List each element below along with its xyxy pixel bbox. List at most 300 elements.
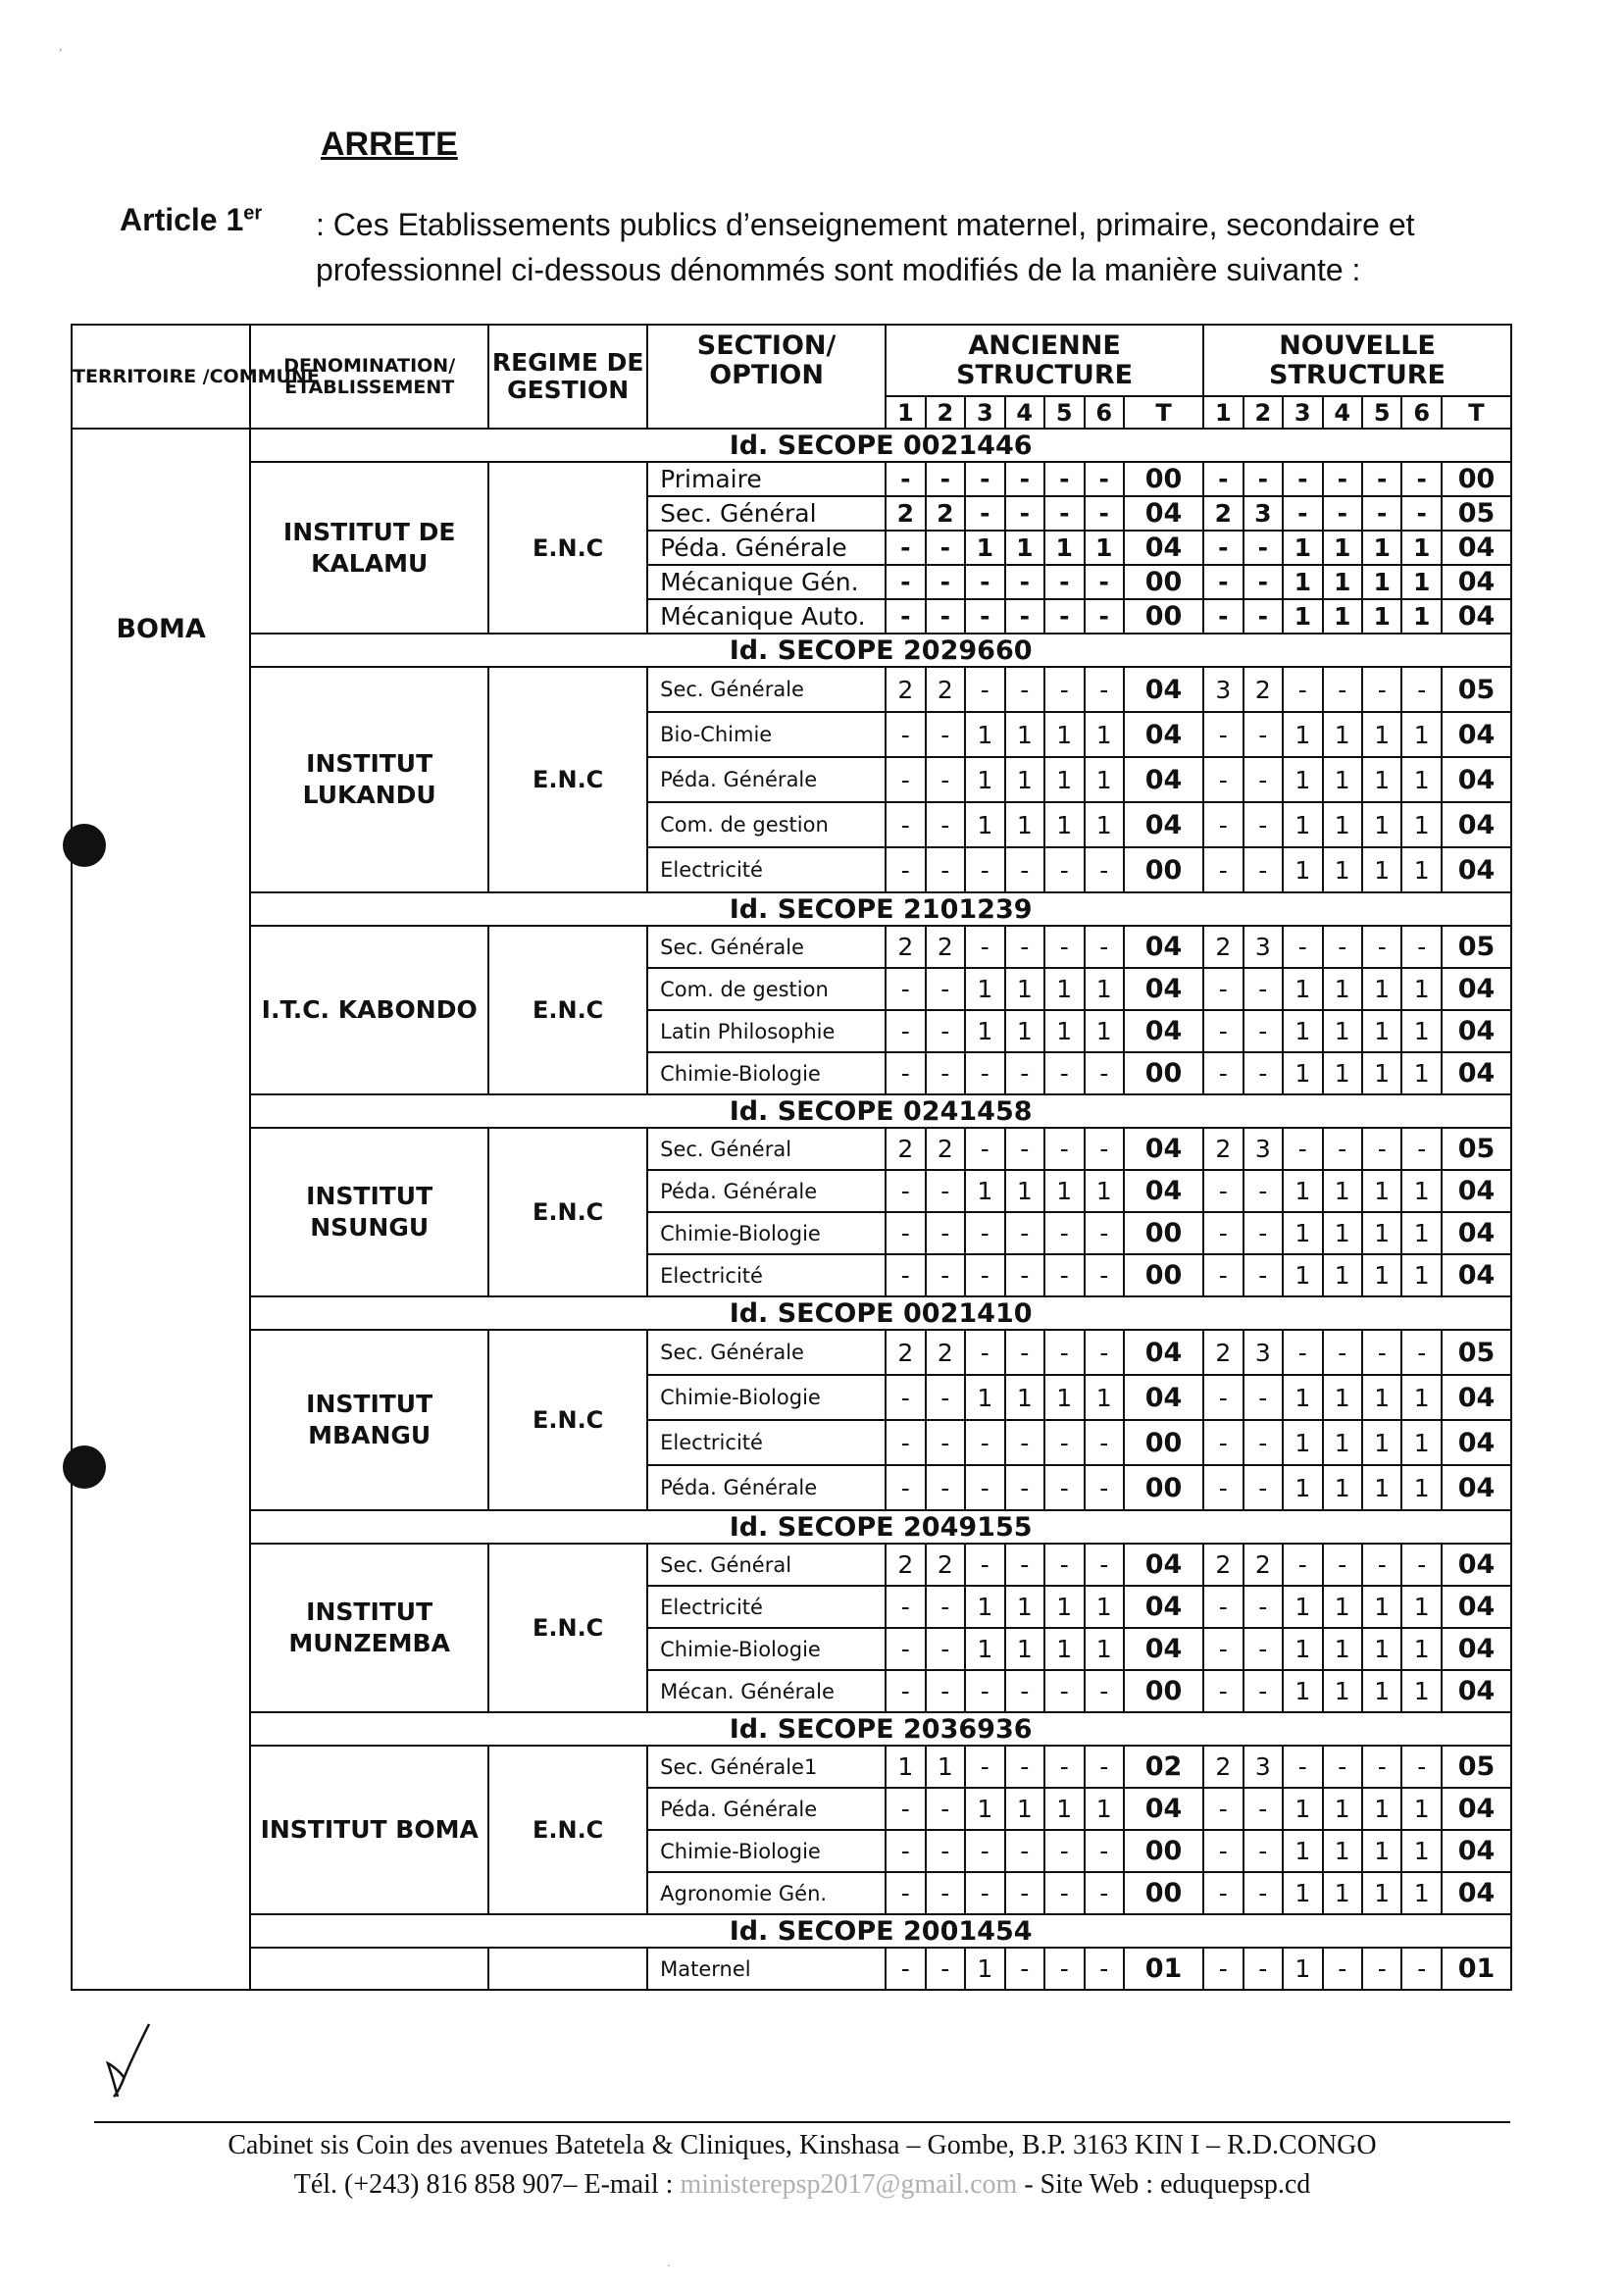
secope-id: Id. SECOPE 2101239 — [250, 892, 1511, 926]
nouvelle-year-3: 1 — [1283, 531, 1322, 565]
nouvelle-year-4: 1 — [1323, 1420, 1362, 1465]
header-col-new-4: 4 — [1323, 396, 1362, 429]
nouvelle-year-1: 2 — [1203, 1330, 1243, 1375]
nouvelle-year-4: 1 — [1323, 1586, 1362, 1628]
nouvelle-year-2: 3 — [1243, 1330, 1283, 1375]
ancienne-year-3: - — [965, 1052, 1004, 1094]
ancienne-year-3: - — [965, 496, 1004, 531]
nouvelle-year-5: 1 — [1362, 1586, 1401, 1628]
nouvelle-year-4: - — [1323, 667, 1362, 712]
footer-divider — [94, 2121, 1510, 2123]
ancienne-year-4: - — [1005, 1670, 1044, 1712]
footer-contact — [94, 2169, 1510, 2201]
ancienne-year-1: - — [886, 1670, 925, 1712]
header-nouvelle: NOUVELLE STRUCTURE — [1203, 325, 1511, 396]
nouvelle-total: 04 — [1442, 1010, 1511, 1052]
table-row — [72, 1948, 1511, 1990]
ancienne-year-6: - — [1085, 496, 1124, 531]
ancienne-year-6: - — [1085, 1830, 1124, 1872]
ancienne-year-2: - — [926, 1010, 965, 1052]
regime-gestion: E.N.C — [488, 1128, 647, 1296]
header-col-old-5: 5 — [1044, 396, 1084, 429]
nouvelle-year-6: 1 — [1401, 1628, 1441, 1670]
nouvelle-year-5: 1 — [1362, 1420, 1401, 1465]
section-option: Mécanique Auto. — [647, 599, 886, 634]
ancienne-year-5: 1 — [1044, 531, 1084, 565]
ancienne-year-1: - — [886, 802, 925, 847]
header-col-new-6: 6 — [1401, 396, 1441, 429]
ancienne-year-6: 1 — [1085, 1586, 1124, 1628]
nouvelle-year-1: - — [1203, 1375, 1243, 1420]
nouvelle-year-6: - — [1401, 1128, 1441, 1170]
nouvelle-year-6: 1 — [1401, 531, 1441, 565]
ancienne-year-2: - — [926, 462, 965, 496]
ancienne-year-5: - — [1044, 847, 1084, 892]
ancienne-year-3: 1 — [965, 1788, 1004, 1830]
nouvelle-year-1: - — [1203, 1254, 1243, 1296]
footer-email: ministerepsp2017@gmail.com — [680, 2169, 1018, 2200]
nouvelle-year-5: 1 — [1362, 1010, 1401, 1052]
ancienne-year-3: - — [965, 565, 1004, 599]
ancienne-year-4: - — [1005, 599, 1044, 634]
ancienne-total: 02 — [1124, 1746, 1203, 1788]
ancienne-year-6: - — [1085, 1670, 1124, 1712]
nouvelle-year-6: 1 — [1401, 1375, 1441, 1420]
ancienne-year-3: 1 — [965, 1010, 1004, 1052]
ancienne-total: 04 — [1124, 712, 1203, 757]
table-row — [72, 667, 1511, 712]
nouvelle-year-3: 1 — [1283, 1670, 1322, 1712]
nouvelle-year-3: 1 — [1283, 1420, 1322, 1465]
section-option: Sec. Générale — [647, 1330, 886, 1375]
nouvelle-year-2: - — [1243, 1586, 1283, 1628]
nouvelle-year-4: 1 — [1323, 1670, 1362, 1712]
establishment-name: I.T.C. KABONDO — [250, 926, 488, 1094]
nouvelle-year-3: 1 — [1283, 968, 1322, 1010]
nouvelle-year-4: 1 — [1323, 1010, 1362, 1052]
nouvelle-year-5: - — [1362, 1948, 1401, 1990]
nouvelle-year-5: 1 — [1362, 1872, 1401, 1914]
ancienne-year-2: - — [926, 531, 965, 565]
regime-gestion: E.N.C — [488, 1330, 647, 1510]
nouvelle-year-2: 3 — [1243, 1746, 1283, 1788]
nouvelle-year-3: 1 — [1283, 1212, 1322, 1254]
ancienne-year-2: - — [926, 1375, 965, 1420]
nouvelle-total: 04 — [1442, 1170, 1511, 1212]
ancienne-year-3: - — [965, 1212, 1004, 1254]
nouvelle-year-5: 1 — [1362, 1375, 1401, 1420]
nouvelle-year-6: 1 — [1401, 1254, 1441, 1296]
nouvelle-year-3: - — [1283, 1330, 1322, 1375]
ancienne-year-6: - — [1085, 1872, 1124, 1914]
ancienne-year-4: - — [1005, 847, 1044, 892]
section-option: Chimie-Biologie — [647, 1628, 886, 1670]
nouvelle-year-5: 1 — [1362, 802, 1401, 847]
nouvelle-year-2: 2 — [1243, 667, 1283, 712]
ancienne-year-5: 1 — [1044, 1628, 1084, 1670]
nouvelle-year-5: 1 — [1362, 1052, 1401, 1094]
ancienne-year-2: - — [926, 565, 965, 599]
nouvelle-year-5: - — [1362, 667, 1401, 712]
ancienne-year-1: - — [886, 1586, 925, 1628]
header-ancienne: ANCIENNE STRUCTURE — [886, 325, 1203, 396]
section-option: Mécanique Gén. — [647, 565, 886, 599]
ancienne-year-1: - — [886, 1420, 925, 1465]
ancienne-year-3: 1 — [965, 1586, 1004, 1628]
section-option: Com. de gestion — [647, 802, 886, 847]
establishment-name: INSTITUT MBANGU — [250, 1330, 488, 1510]
ancienne-year-6: 1 — [1085, 1628, 1124, 1670]
ancienne-year-5: - — [1044, 1746, 1084, 1788]
nouvelle-year-3: - — [1283, 496, 1322, 531]
section-option: Bio-Chimie — [647, 712, 886, 757]
header-col-old-6: 6 — [1085, 396, 1124, 429]
ancienne-year-4: 1 — [1005, 1586, 1044, 1628]
ancienne-year-2: - — [926, 802, 965, 847]
nouvelle-year-3: 1 — [1283, 565, 1322, 599]
ancienne-year-6: - — [1085, 926, 1124, 968]
nouvelle-year-1: - — [1203, 1052, 1243, 1094]
nouvelle-year-4: - — [1323, 1948, 1362, 1990]
ancienne-year-3: 1 — [965, 1948, 1004, 1990]
table-row — [72, 462, 1511, 496]
section-option: Com. de gestion — [647, 968, 886, 1010]
nouvelle-year-1: - — [1203, 1420, 1243, 1465]
nouvelle-year-4: 1 — [1323, 1170, 1362, 1212]
section-option: Péda. Générale — [647, 1170, 886, 1212]
ancienne-year-4: 1 — [1005, 531, 1044, 565]
ancienne-year-3: - — [965, 1128, 1004, 1170]
secope-id: Id. SECOPE 2029660 — [250, 634, 1511, 667]
ancienne-total: 04 — [1124, 968, 1203, 1010]
nouvelle-year-3: 1 — [1283, 1375, 1322, 1420]
ancienne-total: 04 — [1124, 802, 1203, 847]
secope-id: Id. SECOPE 0241458 — [250, 1094, 1511, 1128]
secope-row — [72, 1712, 1511, 1746]
table-row — [72, 1330, 1511, 1375]
ancienne-year-5: - — [1044, 926, 1084, 968]
ancienne-year-3: - — [965, 1420, 1004, 1465]
establishment-name: INSTITUT MUNZEMBA — [250, 1544, 488, 1712]
nouvelle-year-5: - — [1362, 1128, 1401, 1170]
ancienne-total: 04 — [1124, 1010, 1203, 1052]
ancienne-year-6: - — [1085, 1948, 1124, 1990]
section-option: Sec. Général — [647, 1128, 886, 1170]
section-option: Péda. Générale — [647, 757, 886, 802]
nouvelle-year-3: - — [1283, 1544, 1322, 1586]
ancienne-year-4: - — [1005, 1544, 1044, 1586]
section-option: Sec. Générale — [647, 667, 886, 712]
ancienne-year-2: - — [926, 1465, 965, 1510]
nouvelle-year-3: - — [1283, 926, 1322, 968]
nouvelle-year-6: 1 — [1401, 1170, 1441, 1212]
ancienne-year-5: - — [1044, 1420, 1084, 1465]
nouvelle-total: 04 — [1442, 1420, 1511, 1465]
ancienne-year-1: - — [886, 1872, 925, 1914]
ancienne-year-2: 2 — [926, 1330, 965, 1375]
nouvelle-year-1: - — [1203, 1830, 1243, 1872]
punch-hole — [63, 824, 106, 867]
nouvelle-year-1: - — [1203, 1948, 1243, 1990]
ancienne-total: 00 — [1124, 462, 1203, 496]
section-option: Péda. Générale — [647, 1465, 886, 1510]
nouvelle-year-4: 1 — [1323, 1052, 1362, 1094]
nouvelle-year-2: 3 — [1243, 1128, 1283, 1170]
nouvelle-year-1: - — [1203, 1628, 1243, 1670]
ancienne-year-6: - — [1085, 1128, 1124, 1170]
ancienne-year-5: 1 — [1044, 802, 1084, 847]
ancienne-year-4: - — [1005, 1746, 1044, 1788]
ancienne-year-4: 1 — [1005, 1788, 1044, 1830]
ancienne-year-4: - — [1005, 462, 1044, 496]
ancienne-year-4: 1 — [1005, 968, 1044, 1010]
header-col-new-3: 3 — [1283, 396, 1322, 429]
ancienne-year-2: 2 — [926, 1544, 965, 1586]
nouvelle-year-5: 1 — [1362, 1170, 1401, 1212]
ancienne-year-2: 2 — [926, 496, 965, 531]
nouvelle-year-3: 1 — [1283, 1948, 1322, 1990]
signature-mark — [102, 2020, 161, 2099]
section-option: Péda. Générale — [647, 1788, 886, 1830]
nouvelle-year-3: 1 — [1283, 1788, 1322, 1830]
ancienne-year-1: - — [886, 968, 925, 1010]
ancienne-year-4: - — [1005, 1420, 1044, 1465]
nouvelle-year-1: - — [1203, 968, 1243, 1010]
nouvelle-year-5: 1 — [1362, 565, 1401, 599]
nouvelle-year-6: - — [1401, 462, 1441, 496]
ancienne-year-1: - — [886, 1254, 925, 1296]
ancienne-year-1: 2 — [886, 926, 925, 968]
ancienne-year-1: 2 — [886, 1128, 925, 1170]
secope-id: Id. SECOPE 0021446 — [250, 429, 1511, 462]
nouvelle-year-1: - — [1203, 757, 1243, 802]
ancienne-total: 04 — [1124, 1628, 1203, 1670]
nouvelle-year-5: - — [1362, 496, 1401, 531]
table-row — [72, 1128, 1511, 1170]
regime-gestion: E.N.C — [488, 667, 647, 892]
nouvelle-year-3: 1 — [1283, 712, 1322, 757]
nouvelle-year-1: - — [1203, 1212, 1243, 1254]
ancienne-year-2: - — [926, 1052, 965, 1094]
ancienne-year-5: - — [1044, 599, 1084, 634]
nouvelle-year-5: - — [1362, 1330, 1401, 1375]
regime-gestion: E.N.C — [488, 1746, 647, 1914]
nouvelle-year-1: - — [1203, 1788, 1243, 1830]
nouvelle-total: 04 — [1442, 1052, 1511, 1094]
establishment-name: INSTITUT NSUNGU — [250, 1128, 488, 1296]
nouvelle-year-6: 1 — [1401, 1212, 1441, 1254]
section-option: Agronomie Gén. — [647, 1872, 886, 1914]
nouvelle-year-1: 2 — [1203, 496, 1243, 531]
ancienne-year-5: - — [1044, 1872, 1084, 1914]
nouvelle-year-1: - — [1203, 847, 1243, 892]
secope-row — [72, 1914, 1511, 1948]
ancienne-year-6: - — [1085, 1212, 1124, 1254]
nouvelle-year-3: - — [1283, 1746, 1322, 1788]
regime-gestion: E.N.C — [488, 926, 647, 1094]
ancienne-year-4: - — [1005, 926, 1044, 968]
ancienne-total: 04 — [1124, 1128, 1203, 1170]
footer-website: - Site Web : eduquepsp.cd — [1017, 2169, 1311, 2200]
ancienne-year-4: - — [1005, 1872, 1044, 1914]
secope-row — [72, 429, 1511, 462]
document-title: ARRETE — [321, 126, 458, 163]
ancienne-year-6: 1 — [1085, 802, 1124, 847]
nouvelle-year-2: 2 — [1243, 1544, 1283, 1586]
regime-gestion — [488, 1948, 647, 1990]
nouvelle-year-2: - — [1243, 1420, 1283, 1465]
ancienne-year-3: - — [965, 599, 1004, 634]
nouvelle-year-1: - — [1203, 599, 1243, 634]
ancienne-year-2: - — [926, 599, 965, 634]
nouvelle-year-3: - — [1283, 1128, 1322, 1170]
section-option: Chimie-Biologie — [647, 1375, 886, 1420]
nouvelle-year-2: 3 — [1243, 926, 1283, 968]
ancienne-year-1: - — [886, 1830, 925, 1872]
nouvelle-total: 04 — [1442, 565, 1511, 599]
ancienne-year-4: 1 — [1005, 712, 1044, 757]
nouvelle-year-6: 1 — [1401, 1670, 1441, 1712]
nouvelle-year-1: - — [1203, 565, 1243, 599]
nouvelle-year-4: 1 — [1323, 531, 1362, 565]
ancienne-year-2: - — [926, 1872, 965, 1914]
ancienne-year-6: - — [1085, 667, 1124, 712]
nouvelle-year-5: 1 — [1362, 1465, 1401, 1510]
ancienne-year-6: - — [1085, 1544, 1124, 1586]
nouvelle-year-6: - — [1401, 926, 1441, 968]
ancienne-year-2: - — [926, 1170, 965, 1212]
nouvelle-year-6: 1 — [1401, 599, 1441, 634]
header-col-old-4: 4 — [1005, 396, 1044, 429]
nouvelle-year-2: - — [1243, 599, 1283, 634]
nouvelle-year-5: 1 — [1362, 712, 1401, 757]
nouvelle-year-6: 1 — [1401, 1420, 1441, 1465]
nouvelle-year-1: - — [1203, 1670, 1243, 1712]
ancienne-year-3: - — [965, 1465, 1004, 1510]
nouvelle-year-1: - — [1203, 1170, 1243, 1212]
nouvelle-year-2: - — [1243, 1212, 1283, 1254]
nouvelle-year-4: 1 — [1323, 968, 1362, 1010]
ancienne-year-2: 1 — [926, 1746, 965, 1788]
ancienne-year-3: 1 — [965, 531, 1004, 565]
nouvelle-year-2: - — [1243, 462, 1283, 496]
nouvelle-total: 04 — [1442, 1586, 1511, 1628]
ancienne-year-5: - — [1044, 565, 1084, 599]
section-option: Sec. Général — [647, 1544, 886, 1586]
ancienne-total: 04 — [1124, 757, 1203, 802]
ancienne-year-6: - — [1085, 1420, 1124, 1465]
nouvelle-total: 04 — [1442, 1212, 1511, 1254]
ancienne-year-4: - — [1005, 496, 1044, 531]
nouvelle-year-2: - — [1243, 1872, 1283, 1914]
ancienne-total: 04 — [1124, 1586, 1203, 1628]
ancienne-year-3: 1 — [965, 802, 1004, 847]
nouvelle-year-2: - — [1243, 712, 1283, 757]
section-option: Chimie-Biologie — [647, 1052, 886, 1094]
nouvelle-total: 04 — [1442, 802, 1511, 847]
header-denomination: DENOMINATION/ ETABLISSEMENT — [250, 325, 488, 429]
ancienne-year-5: - — [1044, 496, 1084, 531]
ancienne-year-6: - — [1085, 462, 1124, 496]
ancienne-year-4: - — [1005, 1830, 1044, 1872]
ancienne-year-1: - — [886, 1628, 925, 1670]
nouvelle-year-5: - — [1362, 926, 1401, 968]
structure-table-wrap — [71, 324, 1512, 1991]
table-row — [72, 926, 1511, 968]
nouvelle-year-5: 1 — [1362, 1212, 1401, 1254]
ancienne-year-6: - — [1085, 1254, 1124, 1296]
ancienne-year-5: 1 — [1044, 712, 1084, 757]
ancienne-year-4: - — [1005, 1465, 1044, 1510]
nouvelle-year-5: 1 — [1362, 847, 1401, 892]
ancienne-year-4: - — [1005, 1128, 1044, 1170]
header-col-old-1: 1 — [886, 396, 925, 429]
nouvelle-total: 04 — [1442, 847, 1511, 892]
ancienne-year-4: 1 — [1005, 1628, 1044, 1670]
nouvelle-year-6: 1 — [1401, 1052, 1441, 1094]
ancienne-year-3: 1 — [965, 968, 1004, 1010]
nouvelle-total: 04 — [1442, 1872, 1511, 1914]
nouvelle-year-4: 1 — [1323, 1375, 1362, 1420]
nouvelle-year-2: - — [1243, 531, 1283, 565]
nouvelle-year-2: - — [1243, 847, 1283, 892]
ancienne-year-5: 1 — [1044, 1586, 1084, 1628]
ancienne-year-5: - — [1044, 1212, 1084, 1254]
ancienne-year-5: 1 — [1044, 1170, 1084, 1212]
ancienne-year-4: 1 — [1005, 802, 1044, 847]
nouvelle-year-1: - — [1203, 1872, 1243, 1914]
nouvelle-year-2: - — [1243, 1628, 1283, 1670]
nouvelle-year-2: - — [1243, 1465, 1283, 1510]
ancienne-year-3: - — [965, 1872, 1004, 1914]
ancienne-year-5: - — [1044, 667, 1084, 712]
ancienne-year-2: - — [926, 1948, 965, 1990]
header-col-new-total: T — [1442, 396, 1511, 429]
ancienne-year-1: - — [886, 712, 925, 757]
article-label — [120, 202, 262, 238]
nouvelle-year-3: 1 — [1283, 1254, 1322, 1296]
nouvelle-year-5: - — [1362, 462, 1401, 496]
ancienne-year-3: 1 — [965, 757, 1004, 802]
nouvelle-year-3: 1 — [1283, 1872, 1322, 1914]
section-option: Chimie-Biologie — [647, 1212, 886, 1254]
nouvelle-year-2: - — [1243, 1375, 1283, 1420]
nouvelle-year-4: 1 — [1323, 757, 1362, 802]
footer-phone: Tél. (+243) 816 858 907– E-mail : — [293, 2169, 681, 2200]
ancienne-year-4: - — [1005, 667, 1044, 712]
ancienne-total: 00 — [1124, 1872, 1203, 1914]
ancienne-year-1: - — [886, 1212, 925, 1254]
header-col-new-2: 2 — [1243, 396, 1283, 429]
ancienne-year-5: 1 — [1044, 968, 1084, 1010]
nouvelle-total: 04 — [1442, 1788, 1511, 1830]
ancienne-total: 04 — [1124, 1375, 1203, 1420]
ancienne-total: 04 — [1124, 1170, 1203, 1212]
establishment-name: INSTITUT BOMA — [250, 1746, 488, 1914]
nouvelle-year-2: - — [1243, 1948, 1283, 1990]
ancienne-year-5: - — [1044, 1052, 1084, 1094]
ancienne-year-1: - — [886, 1948, 925, 1990]
nouvelle-year-4: - — [1323, 462, 1362, 496]
ancienne-year-3: - — [965, 1670, 1004, 1712]
nouvelle-year-4: 1 — [1323, 1628, 1362, 1670]
nouvelle-year-3: - — [1283, 667, 1322, 712]
nouvelle-year-2: - — [1243, 968, 1283, 1010]
table-row — [72, 1544, 1511, 1586]
nouvelle-year-5: 1 — [1362, 968, 1401, 1010]
nouvelle-year-6: - — [1401, 1948, 1441, 1990]
ancienne-year-2: - — [926, 1628, 965, 1670]
